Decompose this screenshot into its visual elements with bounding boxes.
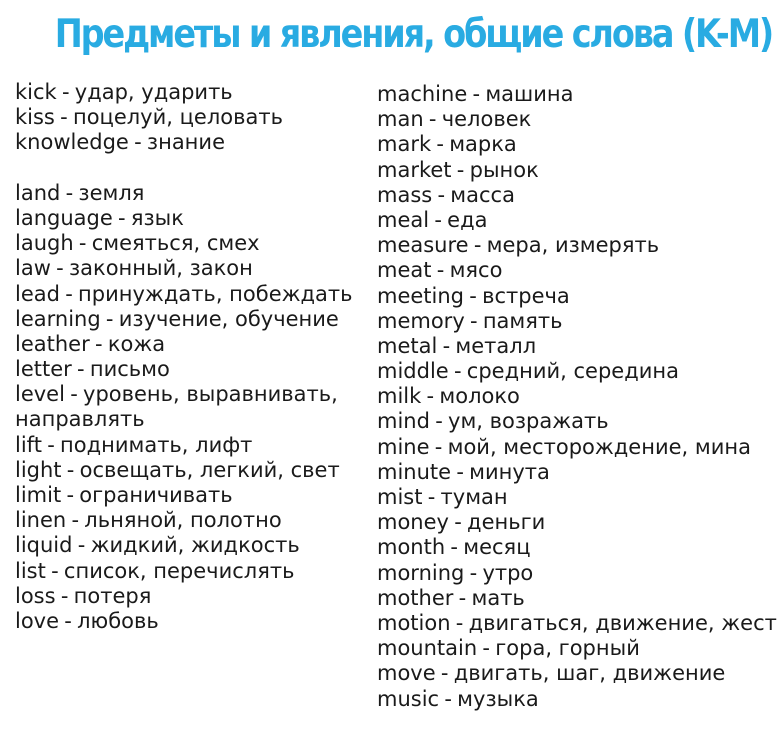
russian-translation: потеря	[73, 583, 152, 608]
separator: -	[454, 510, 462, 535]
russian-translation: язык	[130, 205, 184, 230]
separator: -	[472, 82, 481, 106]
separator: -	[437, 182, 446, 207]
russian-translation: кожа	[107, 331, 166, 356]
separator: -	[440, 661, 449, 686]
vocab-entry	[377, 586, 777, 611]
english-word: mind	[377, 409, 430, 434]
russian-translation: мать	[471, 585, 525, 610]
english-word: measure	[377, 233, 469, 258]
russian-translation: гора, горный	[495, 636, 640, 661]
english-word: mountain	[377, 636, 478, 661]
russian-translation: изучение, обучение	[118, 306, 339, 331]
separator: -	[434, 207, 442, 232]
separator: -	[469, 560, 478, 585]
separator: -	[458, 585, 467, 610]
russian-translation: льняной, полотно	[84, 508, 282, 533]
english-word: mark	[377, 132, 432, 157]
separator: -	[94, 331, 103, 356]
english-word: meat	[377, 258, 432, 283]
english-word: knowledge	[15, 130, 129, 155]
vocab-entry	[377, 309, 777, 334]
english-word: meeting	[377, 283, 465, 308]
vocab-entry	[15, 282, 375, 307]
english-word: letter	[15, 357, 72, 382]
vocab-entry	[377, 435, 777, 460]
russian-translation: любовь	[77, 608, 159, 633]
separator: -	[436, 132, 444, 157]
russian-translation: масса	[450, 182, 515, 207]
vocab-entry	[377, 233, 777, 258]
russian-translation: туман	[440, 485, 508, 509]
russian-translation: список, перечислять	[63, 558, 295, 583]
english-word: market	[377, 157, 452, 182]
vocab-entry	[377, 510, 777, 535]
vocabulary-column-left	[15, 80, 375, 634]
russian-translation: музыка	[457, 686, 539, 711]
vocab-entry	[377, 561, 777, 586]
separator: -	[71, 508, 80, 533]
english-word: machine	[377, 82, 468, 106]
russian-translation: рынок	[469, 157, 539, 182]
vocab-entry	[377, 636, 777, 661]
russian-translation: освещать, легкий, свет	[79, 457, 340, 482]
russian-translation: металл	[455, 333, 537, 358]
page-title: Предметы и явления, общие слова (K-M)	[54, 12, 773, 57]
english-word: lead	[15, 281, 60, 306]
separator: -	[65, 180, 74, 205]
russian-translation: смеяться, смех	[91, 231, 260, 256]
separator: -	[453, 359, 462, 384]
russian-translation: мера, измерять	[486, 233, 660, 258]
english-word: money	[377, 510, 449, 535]
separator: -	[482, 636, 490, 661]
vocab-entry	[15, 105, 375, 130]
english-word: mass	[377, 182, 433, 207]
separator: -	[456, 459, 464, 484]
english-word: lift	[15, 432, 42, 457]
english-word: music	[377, 686, 440, 711]
vocab-entry	[377, 535, 777, 560]
separator: -	[118, 205, 126, 230]
separator: -	[60, 105, 68, 130]
russian-translation: мясо	[449, 258, 503, 283]
russian-translation: минута	[469, 459, 550, 484]
english-word: mine	[377, 434, 430, 459]
english-word: liquid	[15, 533, 73, 558]
separator: -	[47, 432, 55, 457]
separator: -	[66, 457, 75, 482]
separator: -	[456, 157, 465, 182]
english-word: learning	[15, 306, 101, 331]
vocab-entry	[377, 284, 777, 309]
english-word: leather	[15, 331, 90, 356]
english-word: metal	[377, 333, 438, 358]
vocabulary-column-right	[377, 82, 777, 712]
english-word: limit	[15, 483, 62, 507]
separator: -	[444, 686, 452, 711]
vocab-entry	[15, 357, 375, 382]
vocab-entry	[15, 433, 375, 458]
vocab-entry	[15, 533, 375, 558]
russian-translation: принуждать, побеждать	[78, 281, 353, 306]
vocab-entry	[15, 130, 375, 155]
vocab-entry	[377, 158, 777, 183]
separator: -	[77, 533, 86, 558]
english-word: level	[15, 382, 65, 407]
vocab-entry	[377, 208, 777, 233]
separator: -	[469, 283, 477, 308]
russian-translation: поднимать, лифт	[60, 432, 253, 457]
separator: -	[64, 608, 72, 633]
vocab-entry	[377, 82, 777, 107]
vocab-entry	[377, 334, 777, 359]
russian-translation: ум, возражать	[448, 409, 609, 434]
russian-translation: двигать, шаг, движение	[453, 661, 726, 686]
english-word: kick	[15, 80, 57, 104]
english-word: list	[15, 558, 46, 583]
blank-line	[15, 156, 375, 181]
russian-translation: память	[482, 308, 563, 333]
separator: -	[61, 80, 70, 104]
russian-translation: молоко	[439, 384, 520, 409]
vocab-entry	[377, 183, 777, 208]
russian-translation: ограничивать	[79, 483, 233, 507]
russian-translation: письмо	[89, 357, 170, 382]
vocab-entry	[15, 483, 375, 508]
vocab-entry	[15, 584, 375, 609]
separator: -	[65, 281, 73, 306]
separator: -	[77, 357, 85, 382]
vocab-entry	[15, 256, 375, 281]
separator: -	[70, 382, 78, 407]
vocab-entry	[377, 409, 777, 434]
vocab-entry	[15, 609, 375, 634]
russian-translation: поцелуй, целовать	[72, 105, 283, 130]
english-word: land	[15, 180, 61, 205]
vocab-entry	[377, 661, 777, 686]
vocab-entry-continuation: направлять	[15, 407, 145, 432]
separator: -	[105, 306, 114, 331]
english-word: morning	[377, 560, 465, 585]
english-word: month	[377, 535, 446, 560]
russian-translation: деньги	[467, 510, 546, 535]
english-word: motion	[377, 610, 451, 635]
vocab-entry	[15, 332, 375, 357]
separator: -	[51, 558, 59, 583]
separator: -	[66, 483, 75, 507]
russian-translation: машина	[485, 82, 574, 106]
russian-translation: средний, середина	[466, 359, 679, 384]
russian-translation: человек	[441, 107, 532, 132]
russian-translation: жидкий, жидкость	[90, 533, 300, 558]
separator: -	[426, 384, 435, 409]
english-word: move	[377, 661, 436, 686]
russian-translation: встреча	[482, 283, 570, 308]
english-word: middle	[377, 359, 449, 384]
russian-translation: уровень, выравнивать,	[83, 382, 338, 407]
russian-translation: законный, закон	[68, 256, 253, 281]
english-word: memory	[377, 308, 465, 333]
vocab-entry	[15, 231, 375, 256]
vocab-entry	[15, 458, 375, 483]
vocab-entry	[15, 559, 375, 584]
russian-translation: месяц	[463, 535, 531, 560]
russian-translation: утро	[482, 560, 534, 585]
vocab-entry	[15, 307, 375, 332]
separator: -	[470, 308, 478, 333]
english-word: mist	[377, 485, 423, 509]
separator: -	[78, 231, 87, 256]
vocab-entry	[377, 132, 777, 157]
vocab-entry	[377, 107, 777, 132]
vocab-entry	[377, 687, 777, 712]
vocab-entry	[15, 80, 375, 105]
english-word: mother	[377, 585, 454, 610]
separator: -	[435, 409, 443, 434]
separator: -	[434, 434, 443, 459]
separator: -	[134, 130, 142, 155]
russian-translation: мой, месторождение, мина	[447, 434, 751, 459]
vocab-entry	[377, 258, 777, 283]
separator: -	[60, 583, 69, 608]
english-word: law	[15, 256, 51, 281]
vocab-entry	[15, 181, 375, 206]
english-word: minute	[377, 459, 452, 484]
separator: -	[428, 107, 437, 132]
vocab-entry	[377, 611, 777, 636]
vocab-entry	[377, 359, 777, 384]
english-word: meal	[377, 207, 430, 232]
english-word: man	[377, 107, 424, 132]
separator: -	[450, 535, 458, 560]
russian-translation: двигаться, движение, жест	[468, 610, 777, 635]
english-word: loss	[15, 583, 56, 608]
russian-translation: еда	[447, 207, 488, 232]
vocab-entry	[15, 206, 375, 231]
russian-translation: земля	[78, 180, 145, 205]
vocab-entry	[15, 508, 375, 533]
english-word: love	[15, 608, 60, 633]
russian-translation: знание	[146, 130, 225, 155]
separator: -	[455, 610, 464, 635]
russian-translation: удар, ударить	[74, 80, 233, 104]
english-word: light	[15, 457, 62, 482]
russian-translation: марка	[449, 132, 517, 157]
english-word: milk	[377, 384, 422, 409]
vocab-entry	[377, 485, 777, 510]
english-word: kiss	[15, 105, 55, 130]
english-word: language	[15, 205, 113, 230]
separator: -	[56, 256, 64, 281]
english-word: laugh	[15, 231, 74, 256]
separator: -	[436, 258, 445, 283]
separator: -	[442, 333, 451, 358]
separator: -	[473, 233, 482, 258]
english-word: linen	[15, 508, 67, 533]
vocab-entry	[15, 382, 375, 407]
vocab-entry	[377, 460, 777, 485]
separator: -	[427, 485, 436, 509]
vocab-entry	[377, 384, 777, 409]
